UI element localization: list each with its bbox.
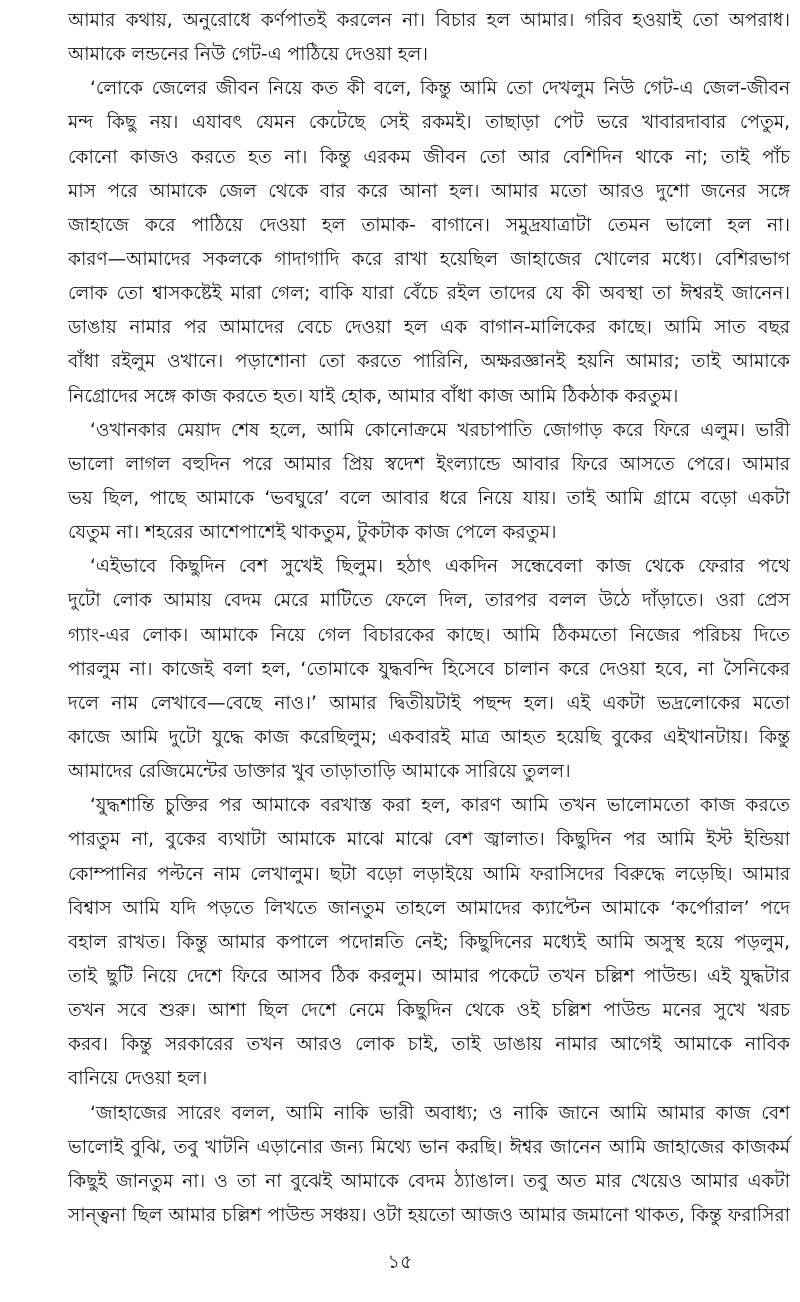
text-line: নিগ্রোদের সঙ্গে কাজ করতে হত। যাই হোক, আমার বাঁধা কাজ আমি ঠিকঠাক করতুম। [68,385,679,407]
paragraph [68,4,790,72]
text-line: তখন সবে শুরু। আশা ছিল দেশে নেমে কিছুদিন থেকে ওই চল্লিশ পাউন্ড মনের সুখে খরচ [68,1000,790,1022]
text-line: মাস পরে আমাকে জেল থেকে বার করে আনা হল। আমার মতো আরও দুশো জনের সঙ্গে [68,180,790,202]
text-line: ভালোই বুঝি, তবু খাটনি এড়ানোর জন্য মিথ্যে ভান করছি। ঈশ্বর জানেন আমি জাহাজের কাজকর্ম [68,1136,790,1158]
text-line: কাজে আমি দুটো যুদ্ধে কাজ করেছিলুম; একবারই মাত্র আহত হয়েছি বুকের এইখানটায়। কিন্তু [68,726,790,748]
text-line: কোম্পানির পল্টনে নাম লেখালুম। ছটা বড়ো লড়াইয়ে আমি ফরাসিদের বিরুদ্ধে লড়েছি। আমার [68,863,790,885]
text-line: ভয় ছিল, পাছে আমাকে ‘ভবঘুরে’ বলে আবার ধরে নিয়ে যায়। তাই আমি গ্রামে বড়ো একটা [68,487,790,509]
text-line: মন্দ কিছু নয়। এযাবৎ যেমন কেটেছে সেই রকমই। তাছাড়া পেট ভরে খাবারদাবার পেতুম, [68,112,790,134]
paragraph [68,789,790,1096]
text-line: বানিয়ে দেওয়া হল। [68,1068,208,1090]
text-line: ‘ওখানকার মেয়াদ শেষ হলে, আমি কোনোক্রমে খরচাপাতি জোগাড় করে ফিরে এলুম। ভারী [90,419,790,441]
text-line: দলে নাম লেখাবে—বেছে নাও।’ আমার দ্বিতীয়টাই পছন্দ হল। এই একটা ভদ্রলোকের মতো [68,692,790,714]
text-line: আমাদের রেজিমেন্টের ডাক্তার খুব তাড়াতাড়ি আমাকে সারিয়ে তুলল। [68,761,571,783]
text-line: ‘জাহাজের সারেং বলল, আমি নাকি ভারী অবাধ্য; ও নাকি জানে আমি আমার কাজ বেশ [90,1102,790,1124]
text-line: সান্ত্বনা ছিল আমার চল্লিশ পাউন্ড সঞ্চয়। ওটা হয়তো আজও আমার জমানো থাকত, কিন্তু ফরাসিরা [68,1204,790,1226]
page-number: ১৫ [387,1251,413,1273]
paragraph [68,72,790,413]
text-line: ‘যুদ্ধশান্তি চুক্তির পর আমাকে বরখাস্ত করা হল, কারণ আমি তখন ভালোমতো কাজ করতে [90,795,790,817]
text-line: কারণ—আমাদের সকলকে গাদাগাদি করে রাখা হয়েছিল জাহাজের খোলের মধ্যে। বেশিরভাগ [68,248,790,270]
page-body-text [68,4,790,1233]
text-line: পারতুম না, বুকের ব্যথাটা আমাকে মাঝে মাঝে বেশ জ্বালাত। কিছুদিন পর আমি ইস্ট ইন্ডিয়া [68,829,790,851]
text-line: করব। কিন্তু সরকারের তখন আরও লোক চাই, তাই ডাঙায় নামার আগেই আমাকে নাবিক [68,1034,790,1056]
text-line: বহাল রাখত। কিন্তু আমার কপালে পদোন্নতি নেই; কিছুদিনের মধ্যেই আমি অসুস্থ হয়ে পড়লুম, [68,931,790,953]
text-line: ডাঙায় নামার পর আমাদের বেচে দেওয়া হল এক বাগান-মালিকের কাছে। আমি সাত বছর [68,317,790,339]
text-line: বাঁধা রইলুম ওখানে। পড়াশোনা তো করতে পারিনি, অক্ষরজ্ঞানই হয়নি আমার; তাই আমাকে [68,351,790,373]
text-line: পারলুম না। কাজেই বলা হল, ‘তোমাকে যুদ্ধবন্দি হিসেবে চালান করে দেওয়া হবে, না সৈনিকের [68,658,790,680]
text-line: গ্যাং-এর লোক। আমাকে নিয়ে গেল বিচারকের কাছে। আমি ঠিকমতো নিজের পরিচয় দিতে [68,624,790,646]
text-line: তাই ছুটি নিয়ে দেশে ফিরে আসব ঠিক করলুম। আমার পকেটে তখন চল্লিশ পাউন্ড। এই যুদ্ধটার [68,965,790,987]
text-line: কোনো কাজও করতে হত না। কিন্তু এরকম জীবন তো আর বেশিদিন থাকে না; তাই পাঁচ [68,146,790,168]
text-line: দুটো লোক আমায় বেদম মেরে মাটিতে ফেলে দিল, তারপর বলল উঠে দাঁড়াতে। ওরা প্রেস [68,590,790,612]
paragraph [68,414,790,551]
text-line: ভালো লাগল বহুদিন পরে আমার প্রিয় স্বদেশ ইংল্যান্ডে আবার ফিরে আসতে পেরে। আমার [68,453,790,475]
text-line: আমার কথায়, অনুরোধে কর্ণপাতই করলেন না। বিচার হল আমার। গরিব হওয়াই তো অপরাধ। [68,10,790,31]
text-line: যেতুম না। শহরের আশেপাশেই থাকতুম, টুকটাক কাজ পেলে করতুম। [68,522,557,544]
text-line: ‘এইভাবে কিছুদিন বেশ সুখেই ছিলুম। হঠাৎ একদিন সন্ধেবেলা কাজ থেকে ফেরার পথে [90,556,790,578]
text-line: বিশ্বাস আমি যদি পড়তে লিখতে জানতুম তাহলে আমাদের ক্যাপ্টেন আমাকে ‘কর্পোরাল’ পদে [68,897,790,919]
text-line: আমাকে লন্ডনের নিউ গেট-এ পাঠিয়ে দেওয়া হল। [68,44,428,66]
text-line: ‘লোকে জেলের জীবন নিয়ে কত কী বলে, কিন্তু আমি তো দেখলুম নিউ গেট-এ জেল-জীবন [90,78,790,100]
text-line: জাহাজে করে পাঠিয়ে দেওয়া হল তামাক- বাগানে। সমুদ্রযাত্রাটা তেমন ভালো হল না। [68,214,790,236]
text-line: কিছুই জানতুম না। ও তা না বুঝেই আমাকে বেদম ঠ্যাঙাল। তবু অত মার খেয়েও আমার একটা [68,1170,790,1192]
text-line: লোক তো শ্বাসকষ্টেই মারা গেল; বাকি যারা বেঁচে রইল তাদের যে কী অবস্থা তা ঈশ্বরই জানেন। [68,283,790,305]
paragraph [68,550,790,789]
paragraph [68,1097,790,1234]
